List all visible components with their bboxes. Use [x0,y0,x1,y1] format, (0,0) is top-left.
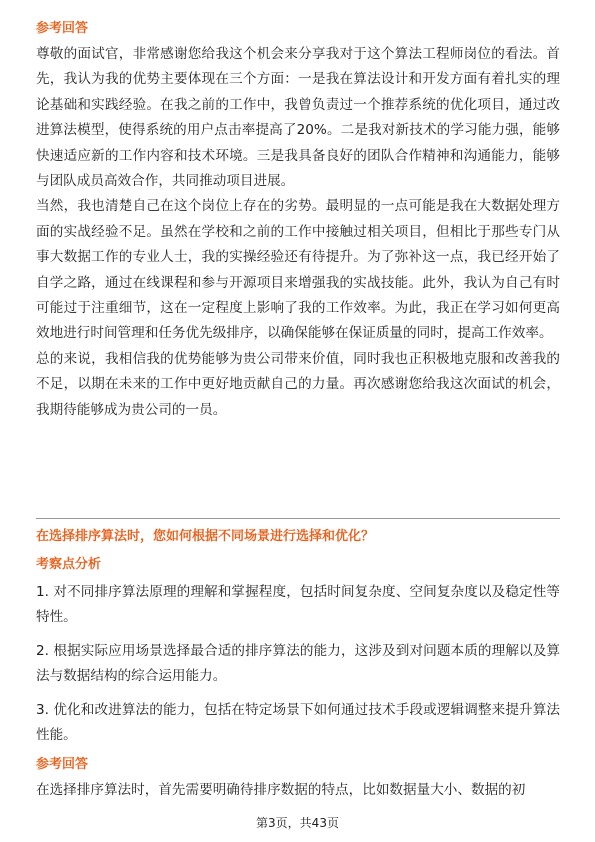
reference-answer-heading: 参考回答 [36,21,89,36]
reference-answer-heading-2: 参考回答 [36,757,89,773]
answer-paragraph-1: 尊敬的面试官，非常感谢您给我这个机会来分享我对于这个算法工程师岗位的看法。首先，我认为我的优势主要体现在三个方面：一是我在算法设计和开发方面有着扎实的理论基础和实践经验。在我之前的工作中，我曾负责过一个推荐系统的优化项目，通过改进算法模型，使得系统的用户点击率提高了20%。二是我对新技术的学习能力强，能够快速适应新的工作内容和技术环境。三是我具备良好的团队合作精神和沟通能力，能够与团队成员高效合作，共同推动项目进展。 [36,46,560,190]
analysis-item: 2. 根据实际应用场景选择最合适的排序算法的能力，这涉及到对问题本质的理解以及算法与数据结构的综合运用能力。 [36,642,560,685]
section-1 [36,20,560,423]
page-number-footer: 第3页，共43页 [256,816,339,830]
analysis-heading: 考察点分析 [36,557,102,572]
answer-paragraph-2: 当然，我也清楚自己在这个岗位上存在的劣势。最明显的一点可能是我在大数据处理方面的实战经验不足。虽然在学校和之前的工作中接触过相关项目，但相比于那些专门从事大数据工作的专业人士，我的实操经验还有待提升。为了弥补这一点，我已经开始了自学之路，通过在线课程和参与开源项目来增强我的实战技能。此外，我认为自己有时可能过于注重细节，这在一定程度上影响了我的工作效率。为此，我正在学习如何更高效地进行时间管理和任务优先级排序，以确保能够在保证质量的同时，提高工作效率。 [36,198,560,342]
section-2 [36,528,560,804]
analysis-list [36,580,560,748]
analysis-item: 3. 优化和改进算法的能力，包括在特定场景下如何通过技术手段或逻辑调整来提升算法性能。 [36,701,560,744]
answer-paragraph-start: 在选择排序算法时，首先需要明确待排序数据的特点，比如数据量大小、数据的初 [36,782,526,799]
analysis-item: 1. 对不同排序算法原理的理解和掌握程度，包括时间复杂度、空间复杂度以及稳定性等特性。 [36,584,560,626]
section-divider [36,518,560,519]
question-heading: 在选择排序算法时，您如何根据不同场景进行选择和优化？ [36,529,375,544]
answer-paragraph-3: 总的来说，我相信我的优势能够为贵公司带来价值，同时我也正积极地克服和改善我的不足，以期在未来的工作中更好地贡献自己的力量。再次感谢您给我这次面试的机会，我期待能够成为贵公司的一员。 [36,350,560,418]
